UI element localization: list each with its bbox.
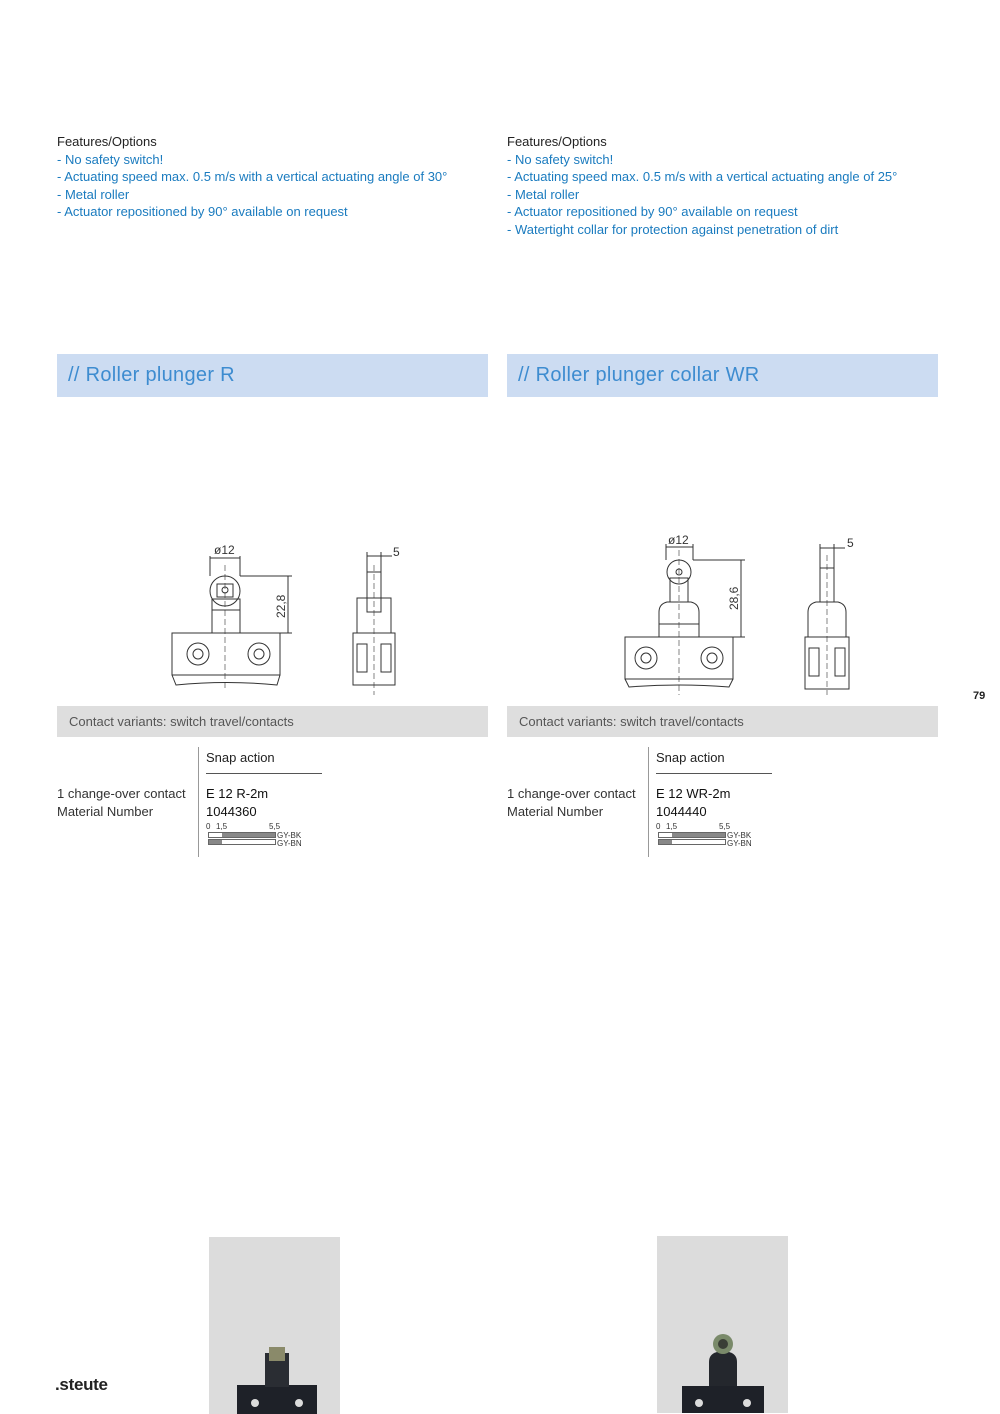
product-photo-svg: [209, 1237, 340, 1414]
travel-bar-no: [208, 839, 276, 845]
feature-item: - Metal roller: [57, 186, 130, 202]
travel-tick-1: 1,5: [216, 822, 228, 831]
travel-bar-fill: [222, 833, 275, 837]
product-code: E 12 R-2m: [206, 786, 269, 801]
features-block: [57, 133, 497, 221]
drawing-svg: [57, 520, 488, 700]
section-header: [507, 354, 938, 397]
height-label: 28,6: [727, 586, 741, 610]
contact-variants-bar: [507, 706, 938, 737]
feature-item: - Metal roller: [507, 186, 580, 202]
material-number: 1044440: [656, 803, 707, 819]
travel-tick-2: 5,5: [719, 822, 731, 831]
technical-drawing-roller-plunger-collar: [507, 520, 938, 700]
switch-travel-diagram: [656, 822, 776, 854]
material-number: 1044360: [206, 803, 257, 819]
wire-label-2: GY-BN: [277, 839, 302, 848]
diameter-label: ø12: [668, 533, 689, 547]
snap-action-header: [206, 749, 322, 774]
material-number-label: Material Number: [57, 803, 154, 819]
travel-tick-2: 5,5: [269, 822, 281, 831]
wire-label-1: GY-BK: [277, 831, 302, 840]
row-values: [656, 785, 730, 820]
travel-bar-nc: [658, 832, 726, 838]
contact-variants-label: Contact variants: switch travel/contacts: [519, 714, 744, 729]
section-header: [57, 354, 488, 397]
snap-action-label: Snap action: [206, 750, 275, 765]
row-values: [206, 785, 268, 820]
technical-drawing-roller-plunger: [57, 520, 488, 700]
contact-variants-bar: [57, 706, 488, 737]
steute-logo: .steute: [55, 1375, 108, 1394]
features-block: [507, 133, 947, 239]
travel-tick-0: 0: [206, 822, 211, 831]
right-column: [507, 0, 938, 1414]
table-divider: [198, 747, 199, 857]
travel-bar-fill: [672, 833, 725, 837]
page-number: 79: [973, 690, 986, 702]
row-labels: [507, 785, 636, 820]
snap-action-header: [656, 749, 772, 774]
feature-item: - Actuator repositioned by 90° available on request: [57, 204, 348, 220]
feature-item: - Actuating speed max. 0.5 m/s with a vertical actuating angle of 25°: [507, 169, 898, 185]
width-label: 5: [393, 545, 400, 559]
feature-item: - Actuator repositioned by 90° available on request: [507, 204, 798, 220]
feature-item: - Watertight collar for protection against penetration of dirt: [507, 221, 839, 237]
travel-tick-0: 0: [656, 822, 661, 831]
material-number-label: Material Number: [507, 803, 604, 819]
wire-label-2: GY-BN: [727, 839, 752, 848]
left-column: [57, 0, 488, 1414]
snap-action-label: Snap action: [656, 750, 725, 765]
height-label: 22,8: [274, 594, 288, 618]
features-title: Features/Options: [57, 134, 157, 149]
feature-item: - No safety switch!: [507, 151, 614, 167]
wire-label-1: GY-BK: [727, 831, 752, 840]
section-title: // Roller plunger R: [68, 364, 235, 386]
product-photo-svg: [657, 1236, 788, 1413]
width-label: 5: [847, 536, 854, 550]
section-title: // Roller plunger collar WR: [518, 364, 760, 386]
drawing-svg: [507, 520, 938, 700]
travel-tick-1: 1,5: [666, 822, 678, 831]
feature-item: - No safety switch!: [57, 151, 164, 167]
travel-bar-fill: [209, 840, 222, 844]
contact-type-label: 1 change-over contact: [57, 786, 186, 801]
travel-bar-no: [658, 839, 726, 845]
features-title: Features/Options: [507, 134, 607, 149]
contact-type-label: 1 change-over contact: [507, 786, 636, 801]
switch-travel-diagram: [206, 822, 326, 854]
travel-bar-nc: [208, 832, 276, 838]
contact-variants-label: Contact variants: switch travel/contacts: [69, 714, 294, 729]
diameter-label: ø12: [214, 543, 235, 557]
travel-bar-fill: [659, 840, 672, 844]
product-photo: [209, 1237, 340, 1414]
row-labels: [57, 785, 186, 820]
table-divider: [648, 747, 649, 857]
product-code: E 12 WR-2m: [656, 786, 731, 801]
product-photo: [657, 1236, 788, 1413]
feature-item: - Actuating speed max. 0.5 m/s with a vertical actuating angle of 30°: [57, 169, 448, 185]
